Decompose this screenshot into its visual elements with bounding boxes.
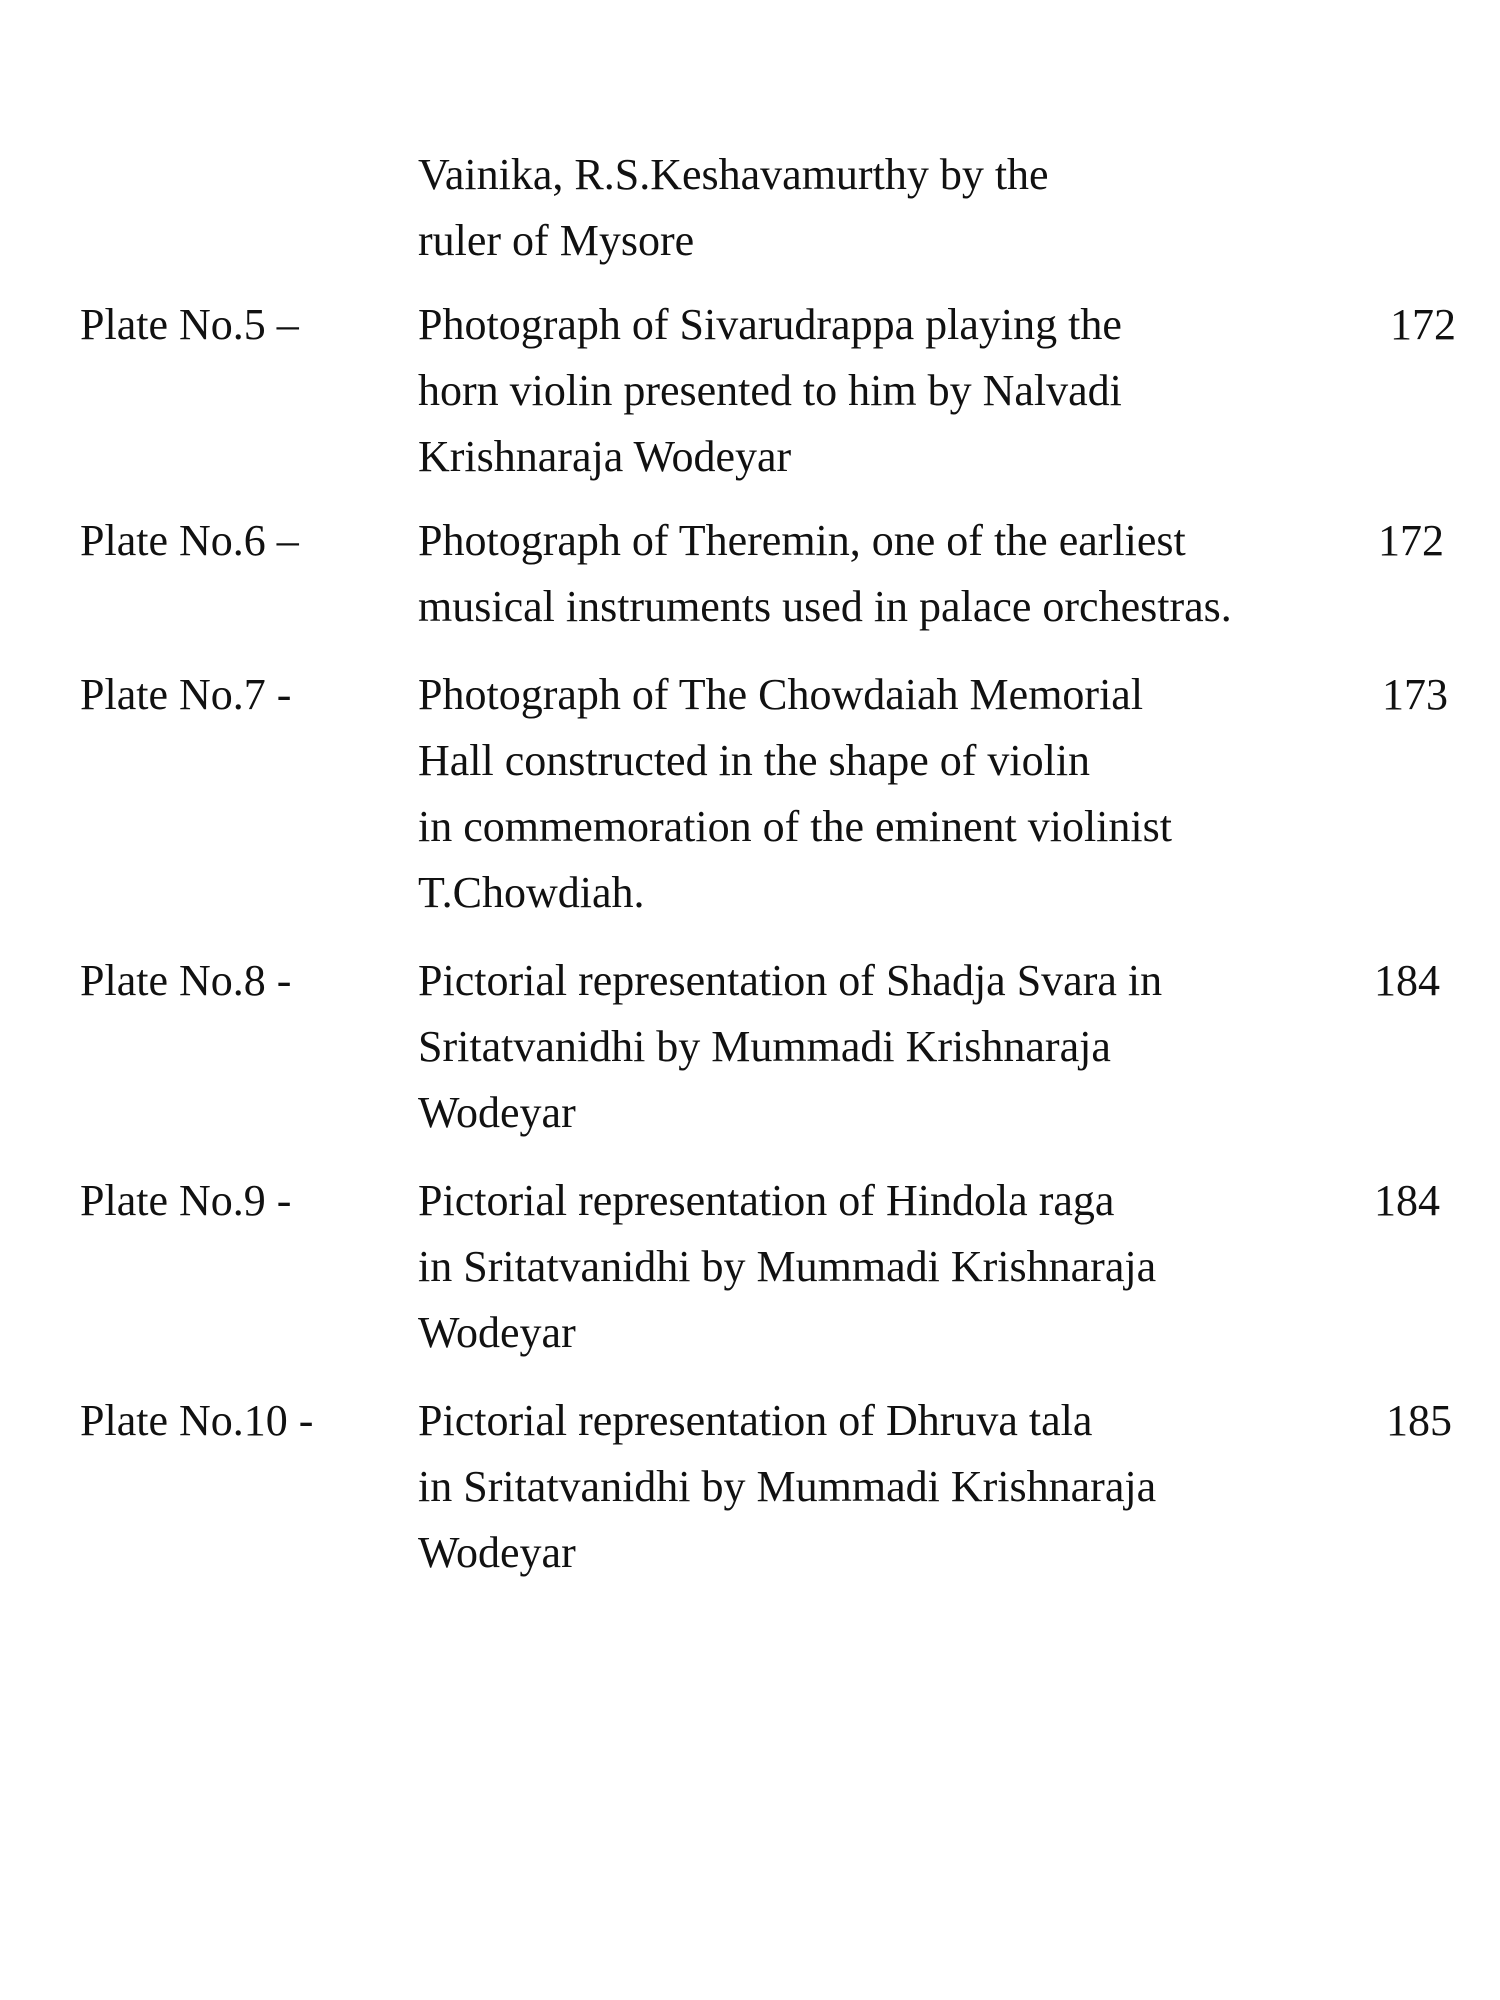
plate-label: Plate No.8 - <box>80 956 292 1005</box>
description-line: in Sritatvanidhi by Mummadi Krishnaraja <box>418 1462 1157 1511</box>
description-line: Vainika, R.S.Keshavamurthy by the <box>418 150 1049 199</box>
page-number: 172 <box>1390 300 1456 349</box>
description-line: in Sritatvanidhi by Mummadi Krishnaraja <box>418 1242 1157 1291</box>
description-line: Krishnaraja Wodeyar <box>418 432 792 481</box>
plate-description <box>418 508 1378 640</box>
page-number: 173 <box>1382 670 1448 719</box>
plate-description <box>418 662 1378 926</box>
description-line: ruler of Mysore <box>418 216 695 265</box>
description-line: musical instruments used in palace orchestras. <box>418 582 1232 631</box>
description-line: Hall constructed in the shape of violin <box>418 736 1091 785</box>
plate-label: Plate No.10 - <box>80 1396 314 1445</box>
plate-description <box>418 292 1378 490</box>
page-number: 184 <box>1374 956 1440 1005</box>
description-line: Wodeyar <box>418 1528 576 1577</box>
page-number: 172 <box>1378 516 1444 565</box>
plate-description <box>418 1168 1378 1366</box>
plate-label: Plate No.9 - <box>80 1176 292 1225</box>
plate-label: Plate No.6 – <box>80 516 299 565</box>
plate-label: Plate No.7 - <box>80 670 292 719</box>
description-line: in commemoration of the eminent violinist <box>418 802 1172 851</box>
page-number: 185 <box>1386 1396 1452 1445</box>
description-line: Pictorial representation of Dhruva tala <box>418 1396 1093 1445</box>
plate-description <box>418 142 1378 274</box>
description-line: Pictorial representation of Shadja Svara in <box>418 956 1163 1005</box>
plate-description <box>418 1388 1378 1586</box>
description-line: Photograph of The Chowdaiah Memorial <box>418 670 1144 719</box>
description-line: Wodeyar <box>418 1308 576 1357</box>
plate-label: Plate No.5 – <box>80 300 299 349</box>
description-line: Wodeyar <box>418 1088 576 1137</box>
description-line: Photograph of Theremin, one of the earliest <box>418 516 1186 565</box>
plate-description <box>418 948 1378 1146</box>
page-number: 184 <box>1374 1176 1440 1225</box>
description-line: Pictorial representation of Hindola raga <box>418 1176 1115 1225</box>
description-line: Sritatvanidhi by Mummadi Krishnaraja <box>418 1022 1111 1071</box>
description-line: horn violin presented to him by Nalvadi <box>418 366 1122 415</box>
description-line: T.Chowdiah. <box>418 868 645 917</box>
description-line: Photograph of Sivarudrappa playing the <box>418 300 1122 349</box>
